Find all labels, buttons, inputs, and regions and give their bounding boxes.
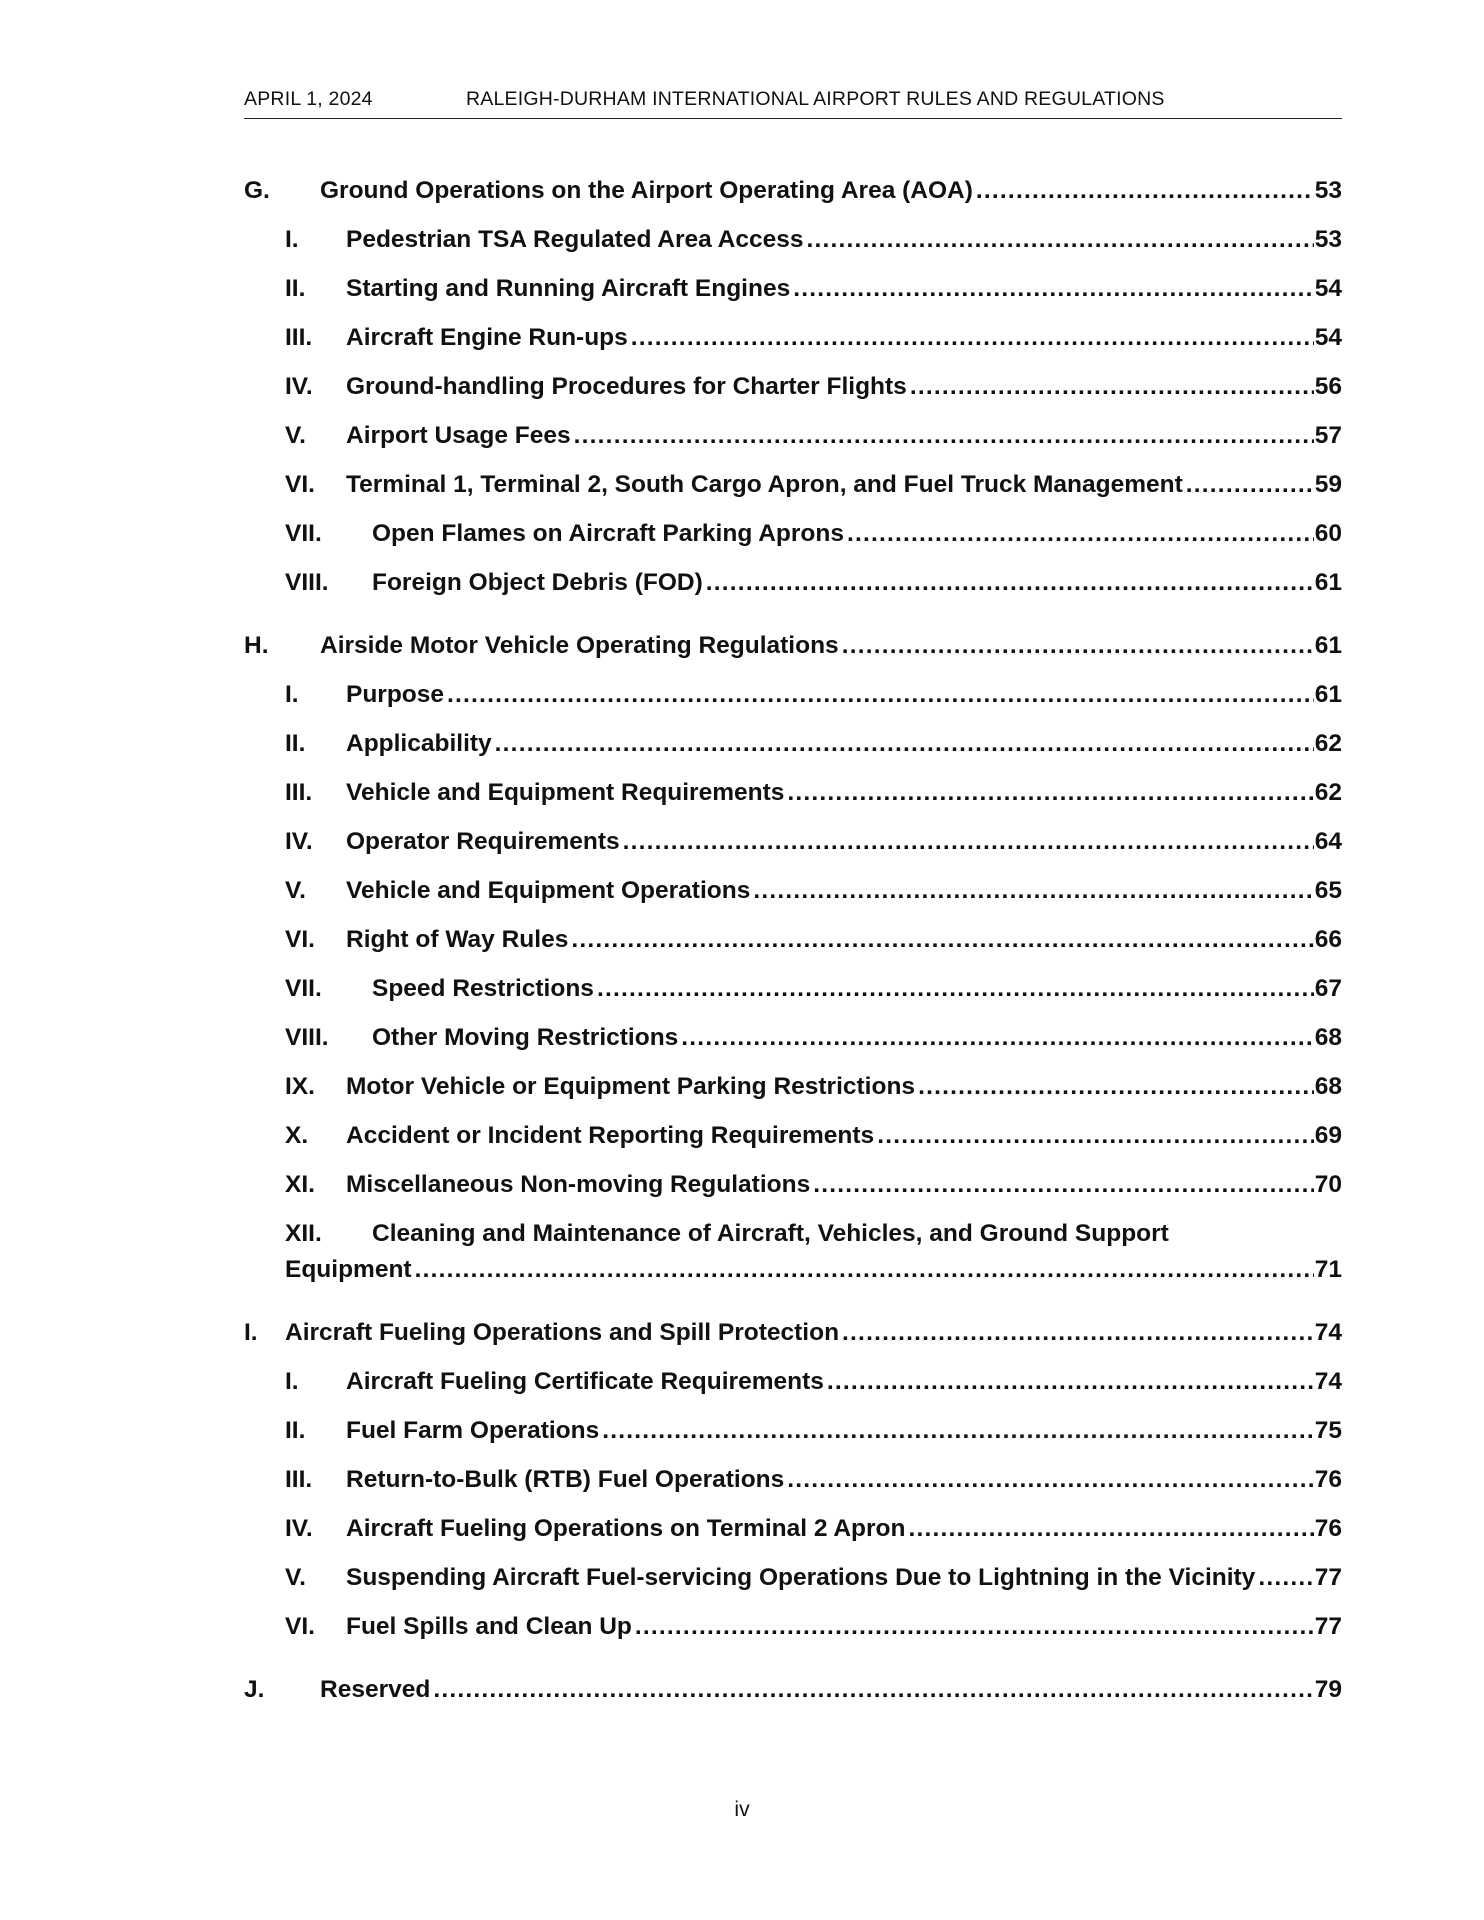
toc-page-number: 53 <box>1314 177 1342 204</box>
toc-label: Miscellaneous Non-moving Regulations <box>346 1171 811 1198</box>
toc-number: I. <box>285 681 299 708</box>
toc-leader <box>827 1365 1314 1399</box>
toc-leader <box>602 1414 1314 1448</box>
toc-page-number: 61 <box>1314 681 1342 708</box>
toc-entry[interactable] <box>244 1365 1342 1399</box>
toc-number: IV. <box>285 828 313 855</box>
toc-number: I. <box>285 1368 299 1395</box>
toc-label: Foreign Object Debris (FOD) <box>372 569 703 596</box>
toc-page-number: 68 <box>1314 1024 1342 1051</box>
toc-entry[interactable] <box>244 874 1342 908</box>
toc-entry[interactable] <box>244 1168 1342 1202</box>
toc-leader <box>1258 1561 1313 1595</box>
toc-label-continuation: Equipment <box>285 1256 412 1283</box>
toc-number: VII. <box>285 520 322 547</box>
toc-label: Airport Usage Fees <box>346 422 571 449</box>
toc-label: Aircraft Fueling Certificate Requirements <box>346 1368 824 1395</box>
toc-leader <box>976 174 1314 208</box>
toc-number: VI. <box>285 926 315 953</box>
toc-number: X. <box>285 1122 309 1149</box>
toc-page-number: 75 <box>1314 1417 1342 1444</box>
toc-leader <box>571 923 1313 957</box>
toc-leader <box>623 825 1314 859</box>
toc-leader <box>813 1168 1314 1202</box>
toc-number: G. <box>244 177 270 204</box>
toc-label: Ground-handling Procedures for Charter Flights <box>346 373 907 400</box>
toc-page-number: 76 <box>1314 1515 1342 1542</box>
toc-page-number: 62 <box>1314 730 1342 757</box>
toc-entry[interactable] <box>244 370 1342 404</box>
toc-label: Starting and Running Aircraft Engines <box>346 275 791 302</box>
toc-label: Reserved <box>320 1676 431 1703</box>
toc-number: IV. <box>285 1515 313 1542</box>
toc-entry[interactable] <box>244 678 1342 712</box>
toc-leader <box>597 972 1314 1006</box>
toc-entry[interactable] <box>244 1119 1342 1153</box>
toc-leader <box>415 1253 1314 1287</box>
toc-page-number: 68 <box>1314 1073 1342 1100</box>
toc-entry[interactable] <box>244 1217 1342 1251</box>
toc-page-number: 60 <box>1314 520 1342 547</box>
toc-number: V. <box>285 422 306 449</box>
toc-page-number: 54 <box>1314 324 1342 351</box>
toc-entry[interactable] <box>244 972 1342 1006</box>
toc-page-number: 79 <box>1314 1676 1342 1703</box>
toc-label: Speed Restrictions <box>372 975 594 1002</box>
toc-page-number: 74 <box>1314 1319 1342 1346</box>
page-header <box>244 88 1342 119</box>
toc-label: Fuel Spills and Clean Up <box>346 1613 632 1640</box>
toc-label: Pedestrian TSA Regulated Area Access <box>346 226 804 253</box>
toc-leader <box>706 566 1314 600</box>
toc-number: III. <box>285 324 313 351</box>
toc-section-g[interactable] <box>244 174 1342 208</box>
toc-entry[interactable] <box>244 1610 1342 1644</box>
toc-page-number: 54 <box>1314 275 1342 302</box>
toc-label: Vehicle and Equipment Operations <box>346 877 751 904</box>
toc-number: III. <box>285 1466 313 1493</box>
toc-number: XI. <box>285 1171 315 1198</box>
toc-page-number: 59 <box>1314 471 1342 498</box>
toc-page-number: 66 <box>1314 926 1342 953</box>
toc-leader <box>787 776 1313 810</box>
toc-leader <box>847 517 1314 551</box>
toc-number: VIII. <box>285 1024 329 1051</box>
toc-number: IV. <box>285 373 313 400</box>
toc-entry[interactable] <box>244 825 1342 859</box>
toc-leader <box>1186 468 1314 502</box>
toc-number: XII. <box>285 1220 322 1247</box>
toc-leader <box>787 1463 1313 1497</box>
toc-number: H. <box>244 632 269 659</box>
toc-page-number: 61 <box>1314 632 1342 659</box>
toc-number: III. <box>285 779 313 806</box>
toc-number: I. <box>244 1319 258 1346</box>
page-footer <box>0 1798 1484 1822</box>
toc-label: Airside Motor Vehicle Operating Regulations <box>320 632 839 659</box>
toc-page-number: 53 <box>1314 226 1342 253</box>
toc-page-number: 56 <box>1314 373 1342 400</box>
toc-entry[interactable] <box>244 1512 1342 1546</box>
toc-page-number: 70 <box>1314 1171 1342 1198</box>
toc-number: I. <box>285 226 299 253</box>
toc-leader <box>433 1673 1313 1707</box>
toc-number: VII. <box>285 975 322 1002</box>
toc-entry[interactable] <box>244 272 1342 306</box>
toc-page-number: 65 <box>1314 877 1342 904</box>
toc-page-number: 77 <box>1314 1564 1342 1591</box>
toc-entry[interactable] <box>244 1561 1342 1595</box>
toc-page-number: 62 <box>1314 779 1342 806</box>
toc-label: Terminal 1, Terminal 2, South Cargo Apron, and Fuel Truck Management <box>346 471 1183 498</box>
toc-label: Ground Operations on the Airport Operating Area (AOA) <box>320 177 973 204</box>
toc-page-number: 77 <box>1314 1613 1342 1640</box>
toc-entry[interactable] <box>244 321 1342 355</box>
toc-number: II. <box>285 730 306 757</box>
toc-page-number: 57 <box>1314 422 1342 449</box>
toc-entry-continuation[interactable] <box>244 1253 1342 1287</box>
toc-section-h[interactable] <box>244 629 1342 663</box>
footer-page-number: iv <box>734 1798 750 1821</box>
toc-leader <box>918 1070 1314 1104</box>
toc-number: J. <box>244 1676 265 1703</box>
toc-label: Aircraft Engine Run-ups <box>346 324 628 351</box>
toc-number: IX. <box>285 1073 315 1100</box>
toc-entry[interactable] <box>244 727 1342 761</box>
toc-label: Accident or Incident Reporting Requirements <box>346 1122 875 1149</box>
toc-label: Aircraft Fueling Operations and Spill Protection <box>285 1319 840 1346</box>
toc-label: Purpose <box>346 681 445 708</box>
toc-label: Open Flames on Aircraft Parking Aprons <box>372 520 844 547</box>
toc-leader <box>631 321 1314 355</box>
header-title: RALEIGH-DURHAM INTERNATIONAL AIRPORT RULES AND REGULATIONS <box>466 88 1165 110</box>
toc-entry[interactable] <box>244 468 1342 502</box>
toc-entry[interactable] <box>244 1070 1342 1104</box>
toc-label: Cleaning and Maintenance of Aircraft, Vehicles, and Ground Support <box>372 1220 1169 1247</box>
toc-page-number: 76 <box>1314 1466 1342 1493</box>
toc-entry[interactable] <box>244 1021 1342 1055</box>
toc-section-i[interactable] <box>244 1316 1342 1350</box>
toc-number: VIII. <box>285 569 329 596</box>
toc-number: V. <box>285 1564 306 1591</box>
toc-label: Return-to-Bulk (RTB) Fuel Operations <box>346 1466 785 1493</box>
toc-number: II. <box>285 1417 306 1444</box>
toc-leader <box>842 1316 1314 1350</box>
toc-leader <box>495 727 1314 761</box>
toc-leader <box>635 1610 1314 1644</box>
toc-page-number: 67 <box>1314 975 1342 1002</box>
toc-label: Vehicle and Equipment Requirements <box>346 779 785 806</box>
toc-label: Motor Vehicle or Equipment Parking Restrictions <box>346 1073 916 1100</box>
toc-leader <box>877 1119 1314 1153</box>
toc-leader <box>807 223 1314 257</box>
header-date: APRIL 1, 2024 <box>244 88 373 110</box>
toc-entry[interactable] <box>244 223 1342 257</box>
toc-entry[interactable] <box>244 1414 1342 1448</box>
toc-label: Fuel Farm Operations <box>346 1417 600 1444</box>
toc-page-number: 74 <box>1314 1368 1342 1395</box>
toc-leader <box>842 629 1314 663</box>
toc-page-number: 71 <box>1314 1256 1342 1283</box>
toc-page-number: 61 <box>1314 569 1342 596</box>
toc-entry[interactable] <box>244 923 1342 957</box>
toc-entry[interactable] <box>244 776 1342 810</box>
toc-leader <box>681 1021 1313 1055</box>
toc-number: V. <box>285 877 306 904</box>
toc-label: Aircraft Fueling Operations on Terminal 2 Apron <box>346 1515 906 1542</box>
toc-number: VI. <box>285 471 315 498</box>
toc-label: Operator Requirements <box>346 828 620 855</box>
toc-page-number: 64 <box>1314 828 1342 855</box>
toc-number: II. <box>285 275 306 302</box>
toc-leader <box>910 370 1314 404</box>
toc-leader <box>753 874 1313 908</box>
toc-label: Right of Way Rules <box>346 926 569 953</box>
toc-entry[interactable] <box>244 517 1342 551</box>
toc-leader <box>908 1512 1313 1546</box>
toc-entry[interactable] <box>244 419 1342 453</box>
toc-label: Other Moving Restrictions <box>372 1024 679 1051</box>
toc-section-j[interactable] <box>244 1673 1342 1707</box>
toc-number: VI. <box>285 1613 315 1640</box>
toc-entry[interactable] <box>244 566 1342 600</box>
toc-label: Suspending Aircraft Fuel-servicing Operations Due to Lightning in the Vicinity <box>346 1564 1256 1591</box>
toc-label: Applicability <box>346 730 492 757</box>
toc-leader <box>574 419 1314 453</box>
toc-leader <box>793 272 1314 306</box>
toc-entry[interactable] <box>244 1463 1342 1497</box>
toc-page-number: 69 <box>1314 1122 1342 1149</box>
toc-leader <box>447 678 1314 712</box>
